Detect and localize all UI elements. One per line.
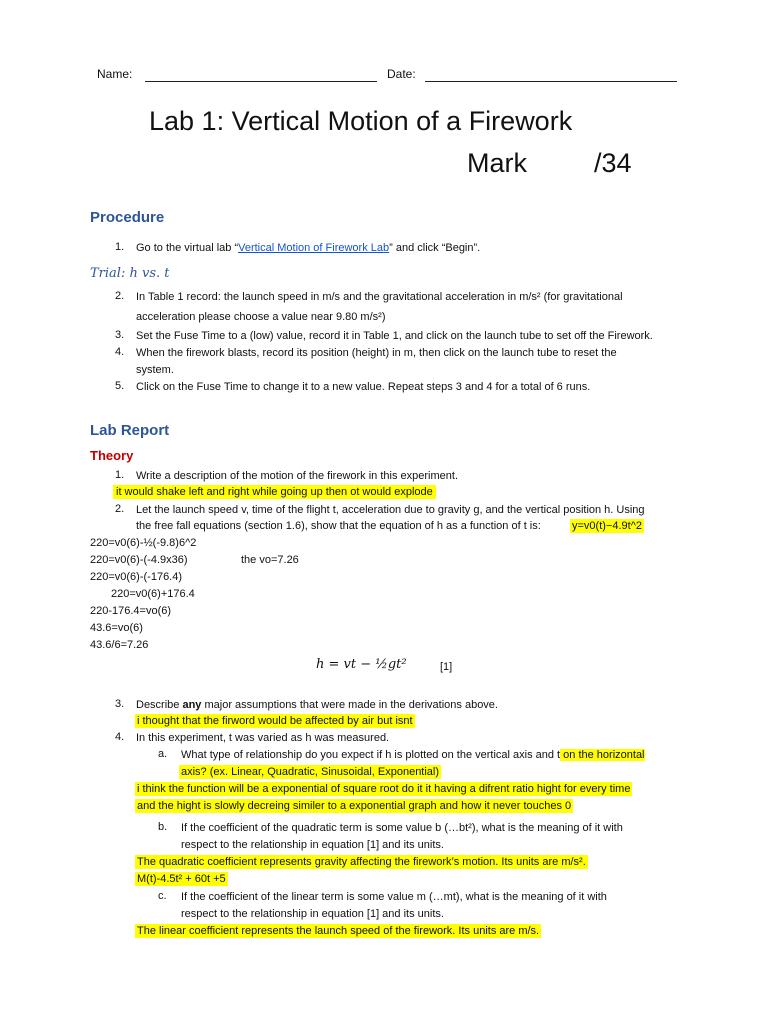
work-line-4[interactable]: 220=v0(6)+176.4 xyxy=(111,588,195,600)
work-line-2[interactable]: 220=v0(6)-(-4.9x36) xyxy=(90,554,188,566)
step-2-line-1: In Table 1 record: the launch speed in m/s and the gravitational acceleration in m/s² (for gravitational xyxy=(136,291,623,303)
theory-heading: Theory xyxy=(90,448,134,463)
mark-total: /34 xyxy=(594,148,632,178)
equation-1-ref: [1] xyxy=(440,661,453,673)
question-2-number: 2. xyxy=(115,503,125,515)
answer-1[interactable]: it would shake left and right while going up then ot would explode xyxy=(113,485,436,499)
name-label: Name: xyxy=(97,67,133,81)
question-3-pre: Describe xyxy=(136,699,183,711)
step-4-line-1: When the firework blasts, record its position (height) in m, then click on the launch tube to reset the xyxy=(136,347,617,359)
question-4c-letter: c. xyxy=(158,890,167,902)
question-2-line-1: Let the launch speed v, time of the flight t, acceleration due to gravity g, and the vertical position h. Using xyxy=(136,504,645,516)
question-2-line-2: the free fall equations (section 1.6), show that the equation of h as a function of t is: xyxy=(136,520,541,532)
lab-report-heading: Lab Report xyxy=(90,422,170,439)
question-4a-line-1-text: What type of relationship do you expect if h is plotted on the vertical axis and t xyxy=(181,749,561,761)
question-4c-line-2: respect to the relationship in equation [1] and its units. xyxy=(181,908,444,920)
step-5-number: 5. xyxy=(115,380,125,392)
step-1 xyxy=(136,241,480,255)
equation-1: h = vt − ½gt² xyxy=(316,657,407,672)
answer-3[interactable]: i thought that the firword would be affected by air but isnt xyxy=(137,715,413,727)
step-1-text-post: ” and click “Begin”. xyxy=(389,242,481,254)
question-3 xyxy=(136,698,498,712)
question-4a-line-1 xyxy=(181,748,645,762)
question-4a-line-2[interactable]: axis? (ex. Linear, Quadratic, Sinusoidal, Exponential) xyxy=(181,766,440,778)
work-line-6[interactable]: 43.6=vo(6) xyxy=(90,622,143,634)
question-4c-line-1: If the coefficient of the linear term is some value m (…mt), what is the meaning of it with xyxy=(181,891,607,903)
question-4b-line-1: If the coefficient of the quadratic term is some value b (…bt²), what is the meaning of it with xyxy=(181,822,623,834)
step-4-number: 4. xyxy=(115,346,125,358)
work-line-7[interactable]: 43.6/6=7.26 xyxy=(90,639,149,651)
page-title: Lab 1: Vertical Motion of a Firework xyxy=(149,106,573,136)
step-3-number: 3. xyxy=(115,329,125,341)
work-line-3[interactable]: 220=v0(6)-(-176.4) xyxy=(90,571,183,583)
answer-4b-line-1[interactable]: The quadratic coefficient represents gravity affecting the firework’s motion. Its units are m/s². xyxy=(137,856,586,868)
question-4-number: 4. xyxy=(115,731,125,743)
mark-label: Mark xyxy=(467,148,527,178)
answer-2-equation[interactable]: y=v0(t)−4.9t^2 xyxy=(572,520,642,532)
work-note[interactable]: the vo=7.26 xyxy=(241,554,299,566)
question-1: Write a description of the motion of the firework in this experiment. xyxy=(136,470,458,482)
question-4a-letter: a. xyxy=(158,748,168,760)
date-label: Date: xyxy=(387,67,416,81)
trial-heading: Trial: h vs. t xyxy=(90,266,170,281)
answer-4a-line-1[interactable]: i think the function will be a exponential of square root do it it having a difrent ratio hight for every time xyxy=(137,783,631,795)
work-line-1[interactable]: 220=v0(6)-½(-9.8)6^2 xyxy=(90,537,197,549)
question-4b-letter: b. xyxy=(158,821,168,833)
answer-4a-line-2[interactable]: and the hight is slowly decreing similer to a exponential graph and how it never touches 0 xyxy=(137,800,572,812)
step-1-number: 1. xyxy=(115,241,125,253)
name-field-line[interactable] xyxy=(145,81,377,82)
procedure-heading: Procedure xyxy=(90,209,165,226)
virtual-lab-link[interactable]: Vertical Motion of Firework Lab xyxy=(238,242,390,254)
question-3-bold: any xyxy=(182,699,202,711)
step-4-line-2: system. xyxy=(136,364,174,376)
step-3: Set the Fuse Time to a (low) value, record it in Table 1, and click on the launch tube to set off the Firework. xyxy=(136,330,653,342)
step-2-line-2: acceleration please choose a value near 9.80 m/s²) xyxy=(136,311,386,323)
question-4a-line-1-highlight[interactable]: on the horizontal xyxy=(560,749,645,761)
question-3-number: 3. xyxy=(115,698,125,710)
answer-4c[interactable]: The linear coefficient represents the launch speed of the firework. Its units are m/s. xyxy=(137,925,540,937)
question-1-number: 1. xyxy=(115,469,125,481)
question-3-post: major assumptions that were made in the derivations above. xyxy=(201,699,498,711)
date-field-line[interactable] xyxy=(425,81,677,82)
question-4b-line-2: respect to the relationship in equation [1] and its units. xyxy=(181,839,444,851)
work-line-5[interactable]: 220-176.4=vo(6) xyxy=(90,605,172,617)
step-2-number: 2. xyxy=(115,290,125,302)
step-5: Click on the Fuse Time to change it to a new value. Repeat steps 3 and 4 for a total of 6 runs. xyxy=(136,381,591,393)
step-1-text-pre: Go to the virtual lab “ xyxy=(136,242,239,254)
question-4: In this experiment, t was varied as h was measured. xyxy=(136,732,390,744)
answer-4b-line-2[interactable]: M(t)-4.5t² + 60t +5 xyxy=(137,873,226,885)
